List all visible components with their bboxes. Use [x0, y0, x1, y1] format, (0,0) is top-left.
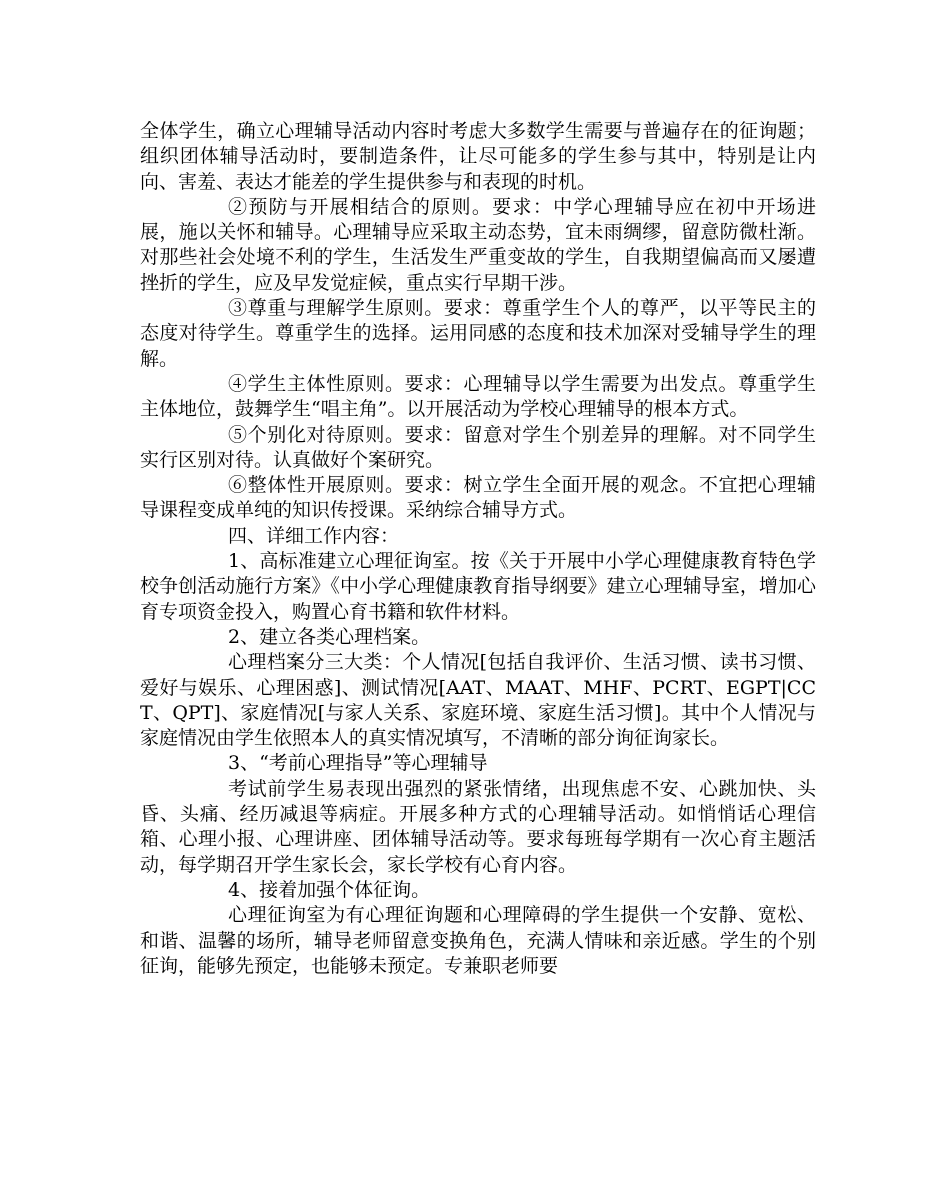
- paragraph-principle-6: ⑥整体性开展原则。要求：树立学生全面开展的观念。不宜把心理辅导课程变成单纯的知识传授课。采纳综合辅导方式。: [140, 474, 816, 522]
- paragraph-principle-4: ④学生主体性原则。要求：心理辅导以学生需要为出发点。尊重学生主体地位，鼓舞学生“唱主角”。以开展活动为学校心理辅导的根本方式。: [140, 372, 816, 421]
- paragraph-item-3: 3、“考前心理指导”等心理辅导: [228, 752, 488, 775]
- paragraph-exam-guidance: 考试前学生易表现出强烈的紧张情绪，出现焦虑不安、心跳加快、头昏、头痛、经历减退等病症。开展多种方式的心理辅导活动。如悄悄话心理信箱、心理小报、心理讲座、团体辅导活动等。要求每班每学期有一次心育主题活动，每学期召开学生家长会，家长学校有心育内容。: [140, 777, 816, 876]
- paragraph-principle-5: ⑤个别化对待原则。要求：留意对学生个别差异的理解。对不同学生实行区别对待。认真做好个案研究。: [140, 423, 816, 471]
- paragraph-item-2: 2、建立各类心理档案。: [228, 625, 431, 648]
- paragraph-item-4: 4、接着加强个体征询。: [228, 878, 431, 901]
- body-text: [140, 119, 816, 979]
- paragraph-principle-2: ②预防与开展相结合的原则。要求：中学心理辅导应在初中开场进展，施以关怀和辅导。心理辅导应采取主动态势，宜未雨绸缪，留意防微杜渐。对那些社会处境不利的学生，生活发生严重变故的学生，自我期望偏高而又屡遭挫折的学生，应及早发觉症候，重点实行早期干涉。: [140, 195, 816, 294]
- section-heading-work-content: 四、详细工作内容：: [228, 524, 400, 547]
- paragraph-principle-3: ③尊重与理解学生原则。要求：尊重学生个人的尊严，以平等民主的态度对待学生。尊重学生的选择。运用同感的态度和技术加深对受辅导学生的理解。: [140, 297, 816, 370]
- paragraph-item-1: 1、高标准建立心理征询室。按《关于开展中小学心理健康教育特色学校争创活动施行方案》《中小学心理健康教育指导纲要》建立心理辅导室，增加心育专项资金投入，购置心育书籍和软件材料。: [140, 550, 816, 623]
- paragraph-archive-details: 心理档案分三大类：个人情况[包括自我评价、生活习惯、读书习惯、爱好与娱乐、心理困惑]、测试情况[AAT、MAAT、MHF、PCRT、EGPT|CCT、QPT]、家庭情况[与家人关系、家庭环境、家庭生活习惯]。其中个人情况与家庭情况由学生依照本人的真实情况填写，不清晰的部分询征询家长。: [140, 651, 816, 750]
- paragraph-continuation: 全体学生，确立心理辅导活动内容时考虑大多数学生需要与普遍存在的征询题；组织团体辅导活动时，要制造条件，让尽可能多的学生参与其中，特别是让内向、害羞、表达才能差的学生提供参与和表现的时机。: [140, 120, 816, 193]
- paragraph-counseling-room: 心理征询室为有心理征询题和心理障碍的学生提供一个安静、宽松、和谐、温馨的场所，辅导老师留意变换角色，充满人情味和亲近感。学生的个别征询，能够先预定，也能够未预定。专兼职老师要: [140, 904, 816, 977]
